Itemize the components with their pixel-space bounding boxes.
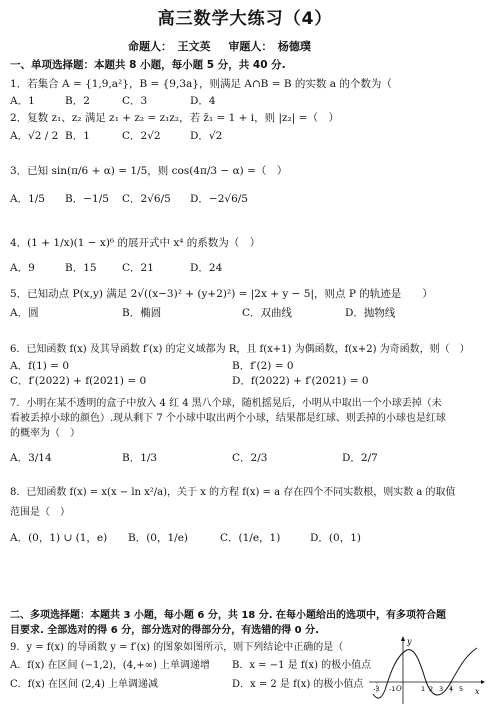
q4-option-a: A．9 <box>10 262 35 274</box>
q6-option-c: C．f′(2022) + f(2021) = 0 <box>10 375 147 387</box>
authors-line <box>128 40 325 54</box>
q2-option-d: D．√2 <box>190 130 223 142</box>
q7-option-c: C．2/3 <box>232 452 268 464</box>
section-1-heading: 一、单项选择题：本题共 8 小题，每小题 5 分，共 40 分. <box>10 59 286 71</box>
graph-x-label: x <box>475 687 480 696</box>
tick-label: 2 <box>429 685 434 693</box>
q2-option-b: B．1 <box>65 130 90 142</box>
q2-option-a: A．√2 / 2 <box>10 130 59 142</box>
q5-option-a: A．圆 <box>10 307 39 319</box>
x-axis-arrow <box>481 680 485 684</box>
q1-option-b: B．2 <box>65 95 90 107</box>
page-title: 高三数学大练习（4） <box>157 9 333 29</box>
section-2-heading-line-2: 目要求. 全部选对的得 6 分，部分选对的得部分分，有选错的得 0 分. <box>10 625 319 636</box>
q6-option-d: D．f(2022) + f′(2021) = 0 <box>232 375 369 387</box>
q3-option-c: C．2√6/5 <box>122 193 171 205</box>
question-8-line-1: 8．已知函数 f(x) = x(x − ln x²/a)，关于 x 的方程 f(x) = a 存在四个不同实数根，则实数 a 的取值 <box>10 487 456 498</box>
tick-label: -1 <box>389 685 396 693</box>
tick-label: 5 <box>459 685 464 693</box>
q8-option-c: C．(1/e，1) <box>220 532 281 544</box>
question-9: 9．y = f(x) 的导函数 y = f′(x) 的图象如图所示，则下列结论中正确的是（ <box>10 642 344 653</box>
tick-label: 4 <box>449 685 454 693</box>
q1-option-d: D．4 <box>190 95 216 107</box>
q5-option-b: B．椭圆 <box>122 307 162 319</box>
q6-option-b: B．f′(2) = 0 <box>232 360 294 372</box>
q3-option-d: D．−2√6/5 <box>190 193 248 205</box>
q4-option-b: B．15 <box>65 262 97 274</box>
q9-option-b: B．x = −1 是 f(x) 的极小值点 <box>232 660 372 671</box>
q8-option-a: A．(0，1) ∪ (1，e) <box>10 532 108 544</box>
question-2: 2．复数 z₁、z₂ 满足 z₁ + z₂ = z₁z₂，若 z̄₁ = 1 + i，则 |z₂| =（ ） <box>10 112 339 124</box>
q5-option-d: D．抛物线 <box>345 307 396 319</box>
proposer: 命题人： 王文英 <box>128 40 211 53</box>
graph-origin: O <box>396 685 402 693</box>
question-7-line-3: 的概率为（ ） <box>10 428 80 439</box>
reviewer: 审题人： 杨德璞 <box>228 40 311 53</box>
q4-option-c: C．21 <box>122 262 154 274</box>
q1-option-a: A．1 <box>10 95 35 107</box>
question-1: 1．若集合 A = {1,9,a²}，B = {9,3a}，则满足 A∩B = B 的实数 a 的个数为（ <box>10 78 392 90</box>
question-7-line-2: 看被丢掉小球的颜色）.现从剩下 7 个小球中取出两个小球，结果都是红球、则丢掉的小球也是红球 <box>10 413 446 424</box>
question-8-line-2: 范围是（ ） <box>10 507 70 518</box>
q6-option-a: A．f(1) = 0 <box>10 360 69 372</box>
q8-option-b: B．(0，1/e) <box>128 532 189 544</box>
q1-option-c: C．3 <box>122 95 148 107</box>
question-5: 5．已知动点 P(x,y) 满足 2√((x−3)² + (y+2)²) = |2x + y − 5|，则点 P 的轨迹是 ） <box>10 288 433 300</box>
tick-label: 3 <box>439 685 444 693</box>
graph-y-label: y <box>407 637 412 646</box>
q5-option-c: C．双曲线 <box>242 307 293 319</box>
q2-option-c: C．2√2 <box>122 130 161 142</box>
tick-label: 1 <box>421 685 426 693</box>
question-3: 3．已知 sin(π/6 + α) = 1/5，则 cos(4π/3 − α) =（ ） <box>10 165 288 177</box>
q9-option-a: A．f(x) 在区间 (−1,2)，(4,+∞) 上单调递增 <box>10 660 211 671</box>
q7-option-b: B．1/3 <box>122 452 158 464</box>
tick-label: -3 <box>373 685 380 693</box>
q4-option-d: D．24 <box>190 262 223 274</box>
q9-option-d: D．x = 2 是 f(x) 的极小值点 <box>232 679 364 690</box>
question-4: 4．(1 + 1/x)(1 − x)⁶ 的展开式中 x⁴ 的系数为（ ） <box>10 237 261 249</box>
derivative-graph <box>367 634 485 705</box>
question-7-line-1: 7．小明在某不透明的盒子中放入 4 红 4 黑八个球，随机摇晃后，小明从中取出一个小球丢掉（未 <box>10 398 442 409</box>
q8-option-d: D．(0，1) <box>310 532 361 544</box>
q3-option-a: A．1/5 <box>10 193 45 205</box>
q9-option-c: C．f(x) 在区间 (2,4) 上单调递减 <box>10 679 159 690</box>
q7-option-a: A．3/14 <box>10 452 52 464</box>
section-2-heading-line-1: 二、多项选择题：本题共 3 小题，每小题 6 分，共 18 分. 在每小题给出的选项中，有多项符合题 <box>10 610 447 621</box>
y-axis-arrow <box>401 636 405 641</box>
q7-option-d: D．2/7 <box>342 452 378 464</box>
q3-option-b: B．−1/5 <box>65 193 109 205</box>
question-6: 6．已知函数 f(x) 及其导函数 f′(x) 的定义域都为 R，且 f(x+1) 为偶函数，f(x+2) 为奇函数，则（ ） <box>10 344 470 355</box>
